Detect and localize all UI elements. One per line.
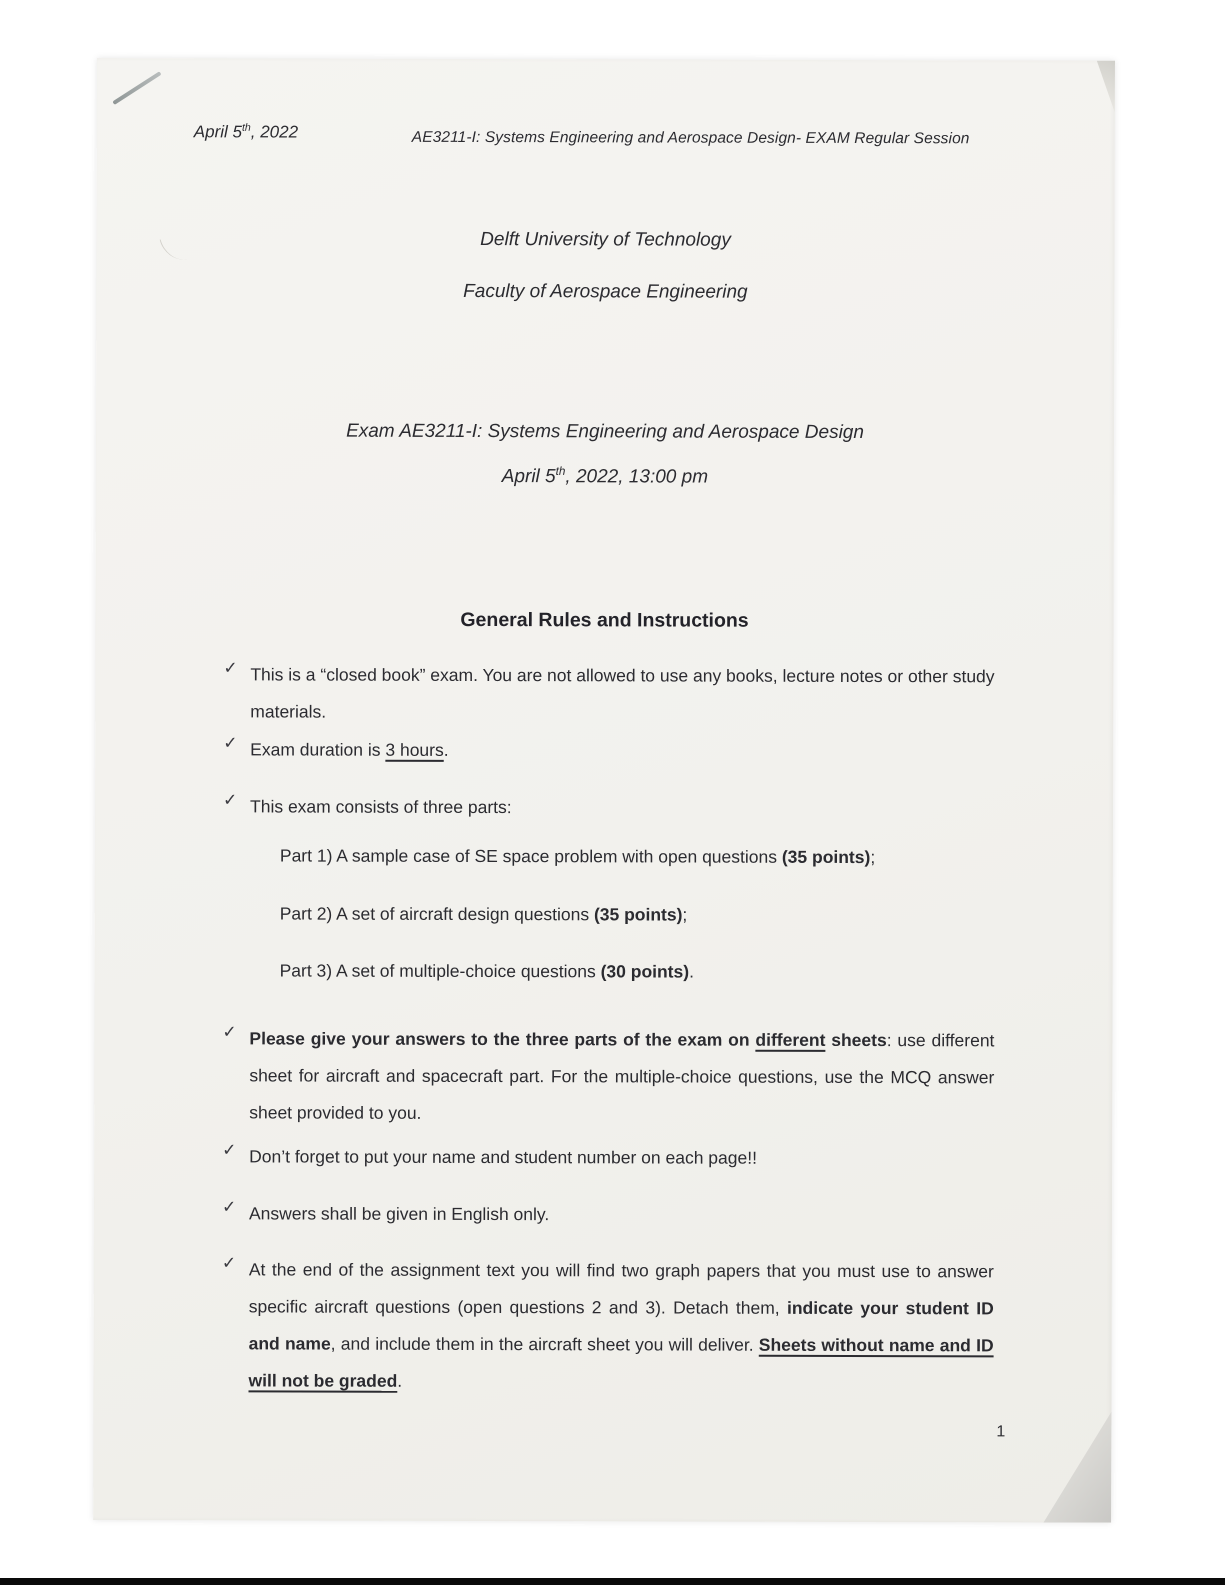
rule-graph-papers <box>221 1251 993 1401</box>
checkmark-icon: ✓ <box>223 658 238 678</box>
exam-part-2: Part 2) A set of aircraft design questions (35 points); <box>279 903 688 925</box>
exam-title: Exam AE3211-I: Systems Engineering and Aerospace Design <box>346 420 864 444</box>
rule-three-parts <box>223 788 995 827</box>
exam-datetime: April 5th, 2022, 13:00 pm <box>501 464 709 488</box>
rule-text: This exam consists of three parts: <box>250 796 512 818</box>
faculty-name: Faculty of Aerospace Engineering <box>463 280 748 303</box>
rule-duration <box>223 731 995 770</box>
page-number: 1 <box>996 1423 1006 1441</box>
paper-sheet <box>93 58 1115 1523</box>
rule-text: At the end of the assignment text you will find two graph papers that you must use to answer specific aircraft questions (open questions 2 and 3). Detach them, indicate your student ID and name, and include them in the aircraft sheet you will deliver. Sheets without name and ID will not be graded. <box>248 1259 994 1392</box>
rule-text: This is a “closed book” exam. You are not allowed to use any books, lecture notes or other study materials. <box>250 664 995 722</box>
section-heading: General Rules and Instructions <box>460 608 749 632</box>
page-corner-fold <box>1039 1404 1111 1522</box>
header-date: April 5th, 2022 <box>193 121 299 142</box>
exam-part-3: Part 3) A set of multiple-choice questions (30 points). <box>279 960 694 982</box>
header-course-title: AE3211-I: Systems Engineering and Aerospace Design- EXAM Regular Session <box>411 128 970 148</box>
checkmark-icon: ✓ <box>223 733 238 753</box>
rule-answer-sheets <box>222 1020 994 1133</box>
checkmark-icon: ✓ <box>222 1022 237 1042</box>
rule-text: Answers shall be given in English only. <box>248 1203 550 1225</box>
page-corner-smudge <box>1089 61 1115 113</box>
checkmark-icon: ✓ <box>221 1253 237 1273</box>
rule-name-student-number <box>222 1138 994 1177</box>
exam-part-1: Part 1) A sample case of SE space problem with open questions (35 points); <box>279 845 876 868</box>
checkmark-icon: ✓ <box>222 1140 237 1160</box>
checkmark-icon: ✓ <box>221 1197 237 1217</box>
rule-closed-book <box>223 656 995 732</box>
rule-text: Exam duration is 3 hours. <box>250 739 449 760</box>
checkmark-icon: ✓ <box>223 790 238 810</box>
pen-mark <box>112 71 161 105</box>
rule-english-only <box>222 1195 994 1234</box>
rule-text: Please give your answers to the three parts of the exam on different sheets: use different sheet for aircraft and spacecraft part. For the multiple-choice questions, use the MCQ answer sheet provided to you. <box>249 1028 995 1124</box>
university-name: Delft University of Technology <box>480 229 731 251</box>
rule-text: Don’t forget to put your name and student number on each page!! <box>249 1146 757 1168</box>
scan-bottom-bar <box>0 1578 1225 1585</box>
